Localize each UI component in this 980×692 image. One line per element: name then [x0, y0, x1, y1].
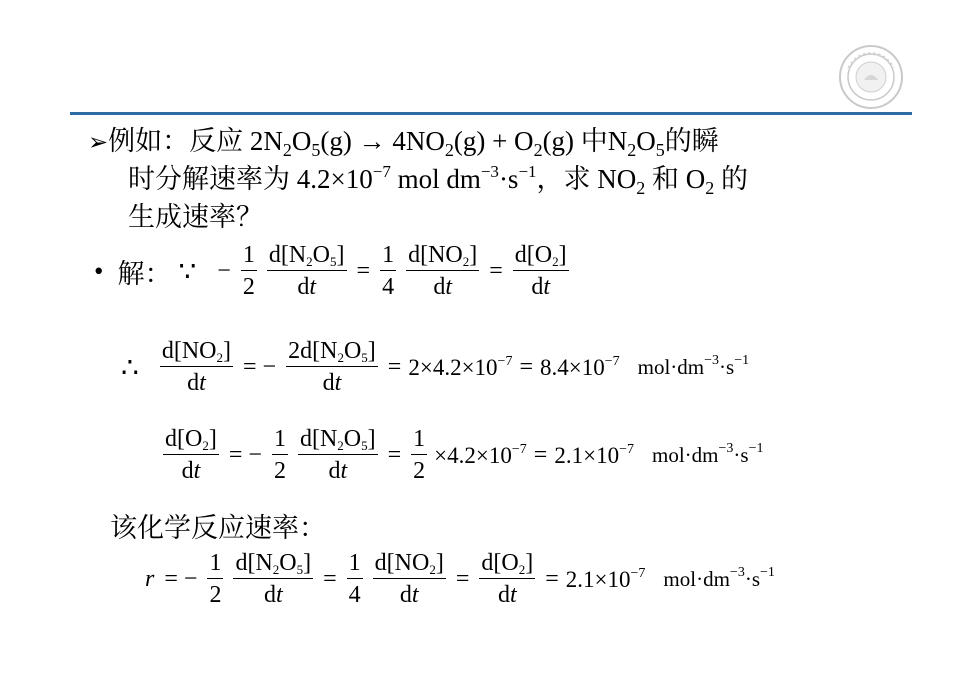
no2-rate-equation: ∴ $\frac{d[NO_2]}{dt}$ = − $\frac{2d[N_2O_5]}{dt}$ = $2\times 4.2\times 10^{-7} = 8.4\times 10^{-7}$ $mol\cdot dm^{-3}\cdot s^{-1}$: [121, 338, 750, 396]
reaction-rate-equation: r = − $\frac{1}{2}$ $\frac{d[N_2O_5]}{dt}$ = $\frac{1}{4}$ $\frac{d[NO_2]}{dt}$ = $\frac{d[O_2]}{dt}$ = $2.1\times 10^{-7}$ $mol\cdot dm^{-3}\cdot s^{-1}$: [145, 550, 775, 608]
university-seal-icon: [838, 44, 904, 110]
problem-line-2: 时分解速率为 $4.2\times 10^{-7}$ mol $dm^{-3}\cdot s^{-1}$，求 $NO_2$ 和 $O_2$ 的: [128, 162, 749, 198]
fraction-quarter: $\frac{1}{4}$: [382, 242, 395, 300]
conclusion-label: 该化学反应速率：: [110, 513, 326, 543]
rate-n2o5: $\frac{d[N_2O_5]}{dt}$: [268, 242, 345, 300]
fraction-half: $\frac{1}{2}$: [242, 242, 255, 300]
solution-label: 解：: [117, 259, 172, 289]
rate-o2: $\frac{d[O_2]}{dt}$: [514, 242, 567, 300]
o2-rate-equation: $\frac{d[O_2]}{dt}$ = − $\frac{1}{2}$ $\frac{d[N_2O_5]}{dt}$ = $\frac{1}{2}$ $\times 4.2\times 10^{-7} = 2.1\times 10^{-7}$ $mol\cdot dm^{-3}\cdot s^{-1}$: [165, 426, 764, 484]
problem-line-1: ➢例如：反应 $2N_2O_5(g) \to 4NO_2(g) + O_2(g)$ 中$N_2O_5$的瞬: [88, 126, 719, 160]
problem-line-3: 生成速率？: [128, 202, 263, 232]
because-symbol: ∵: [178, 256, 197, 288]
solution-relation: • 解： ∵ − $\frac{1}{2}$ $\frac{d[N_2O_5]}{dt}$ = $\frac{1}{4}$ $\frac{d[NO_2]}{dt}$ = $\frac{d[O_2]}{dt}$: [94, 240, 572, 303]
arrow-bullet-icon: ➢: [88, 130, 109, 156]
solution-bullet: •: [94, 256, 104, 286]
rate-no2: $\frac{d[NO_2]}{dt}$: [408, 242, 478, 300]
therefore-symbol: ∴: [121, 352, 139, 384]
title-divider: [70, 112, 912, 115]
